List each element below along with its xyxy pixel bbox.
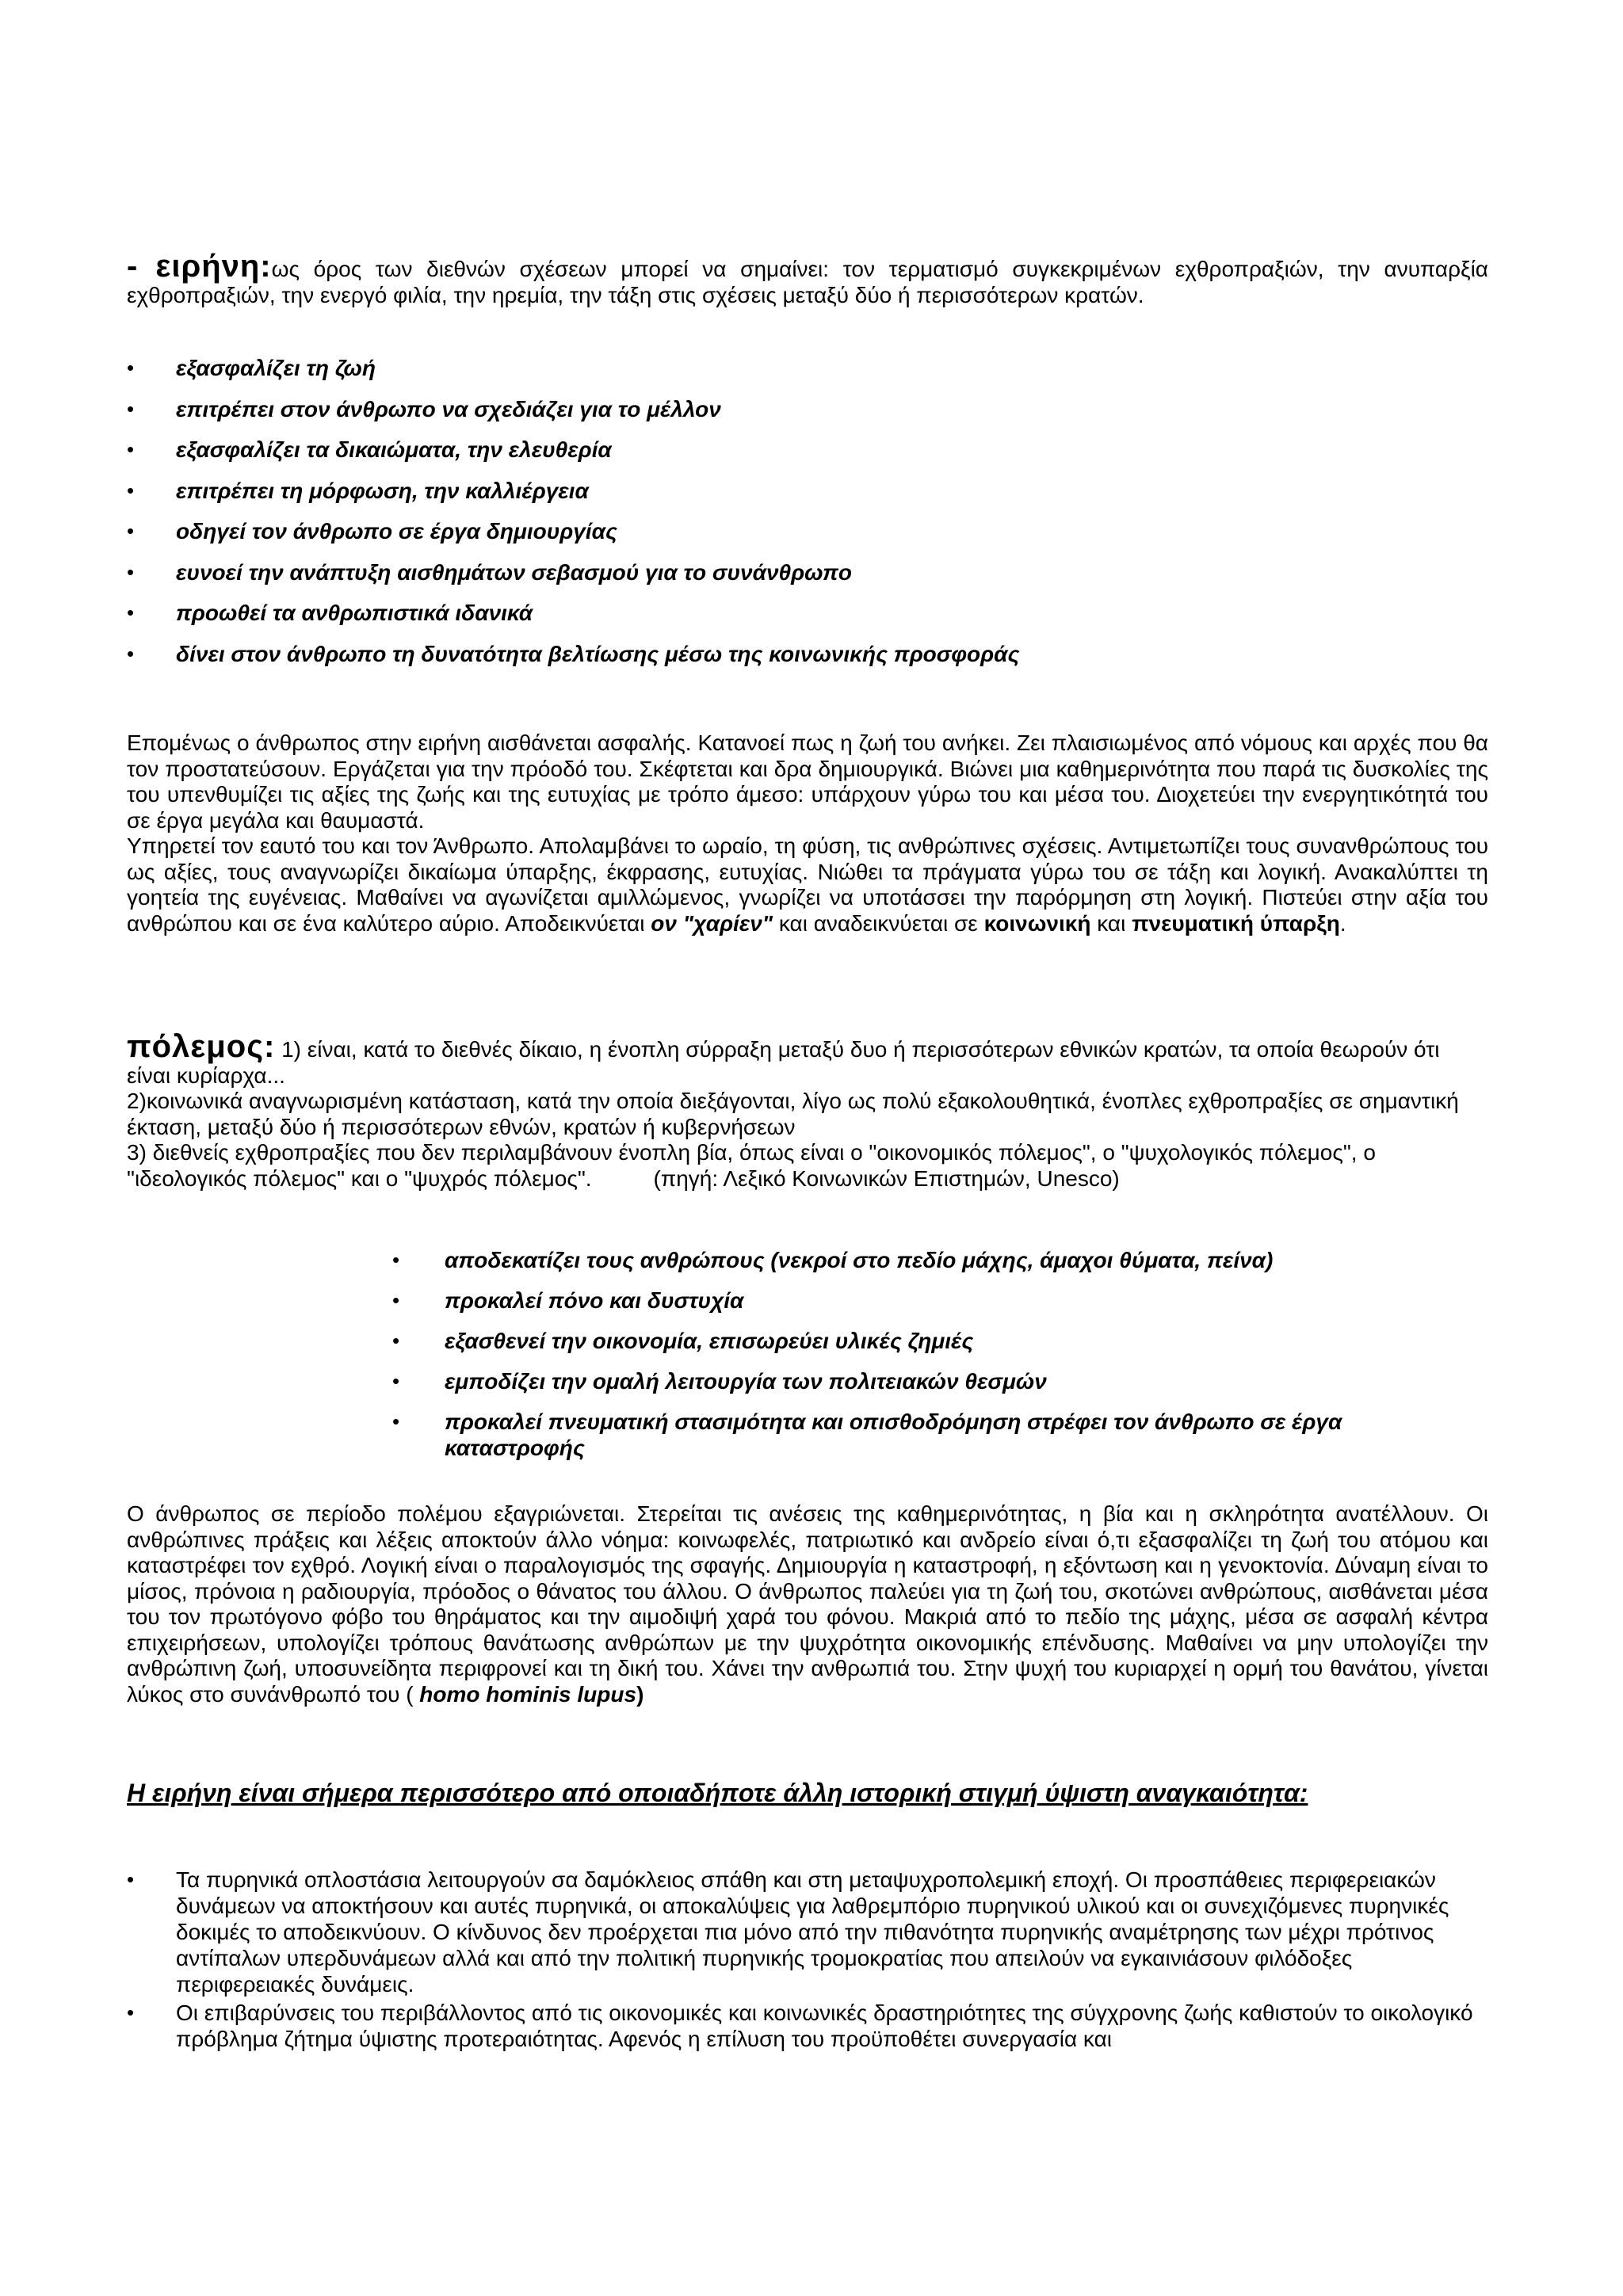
social-emphasis: κοινωνική [983,910,1091,936]
peace-paragraph-part1: Επομένως ο άνθρωπος στην ειρήνη αισθάνεται ασφαλής. Κατανοεί πως η ζωή του ανήκει. Ζει πλαισιωμένος από νόμους και αρχές που θα τον προστατεύσουν. Εργάζεται για την πρόοδό του. Σκέφτεται και δρα δημιουργικά. Βιώνει μια καθημερινότητα που παρά τις δυσκολίες της του υπενθυμίζει τις αξίες της ζωής και της ευτυχίας με τρόπο άμεσο: υπάρχουν γύρω του και μέσα του. Διοχετεύει την ενεργητικότητά του σε έργα μεγάλα και θαυμαστά. [127,730,1488,833]
war-definitions [127,1029,1488,1192]
war-def-2: 2)κοινωνικά αναγνωρισμένη κατάσταση, κατά την οποία διεξάγονται, λίγο ως πολύ εξακολουθητικά, ένοπλες εχθροπραξίες σε σημαντική έκταση, μεταξύ δύο ή περισσότερων εθνών, κρατών ή κυβερνήσεων [127,1089,1459,1139]
list-item: • εξασφαλίζει τα δικαιώματα, την ελευθερία [127,437,612,462]
spiritual-emphasis: πνευματική ύπαρξη [1132,910,1340,936]
bullet-icon: • [127,356,135,379]
peace-term: - ειρήνη: [127,249,272,284]
peace-paragraph [127,730,1488,936]
bullet-icon: • [127,601,135,624]
bullet-icon: • [127,519,135,543]
list-item: • προκαλεί πνευματική στασιμότητα και οπισθοδρόμηση στρέφει τον άνθρωπο σε έργα καταστροφής [392,1409,1342,1460]
necessity-heading: Η ειρήνη είναι σήμερα περισσότερο από οποιαδήποτε άλλη ιστορική στιγμή ύψιστη αναγκαιότητα: [127,1779,1308,1807]
war-def-1: πόλεμος: 1) είναι, κατά το διεθνές δίκαιο, η ένοπλη σύρραξη μεταξύ δυο ή περισσότερων εθνικών κρατών, τα οποία θεωρούν ότι είναι κυρίαρχα... [127,1029,1440,1088]
bullet-icon: • [392,1288,400,1312]
bullet-icon: • [127,559,135,584]
list-item: • προκαλεί πόνο και δυστυχία [392,1288,744,1313]
bullet-icon: • [127,2000,135,2024]
list-item: • εξασθενεί την οικονομία, επισωρεύει υλικές ζημιές [392,1329,974,1353]
list-item: • προωθεί τα ανθρωπιστικά ιδανικά [127,601,533,625]
list-item: • ευνοεί την ανάπτυξη αισθημάτων σεβασμού για το συνάνθρωπο [127,559,853,585]
list-item: • εμποδίζει την ομαλή λειτουργία των πολιτειακών θεσμών [392,1369,1047,1394]
necessity-list [127,1867,1488,2052]
bullet-icon: • [127,641,135,666]
peace-definition [127,249,1488,308]
war-def-3: 3) διεθνείς εχθροπραξίες που δεν περιλαμβάνουν ένοπλη βία, όπως είναι ο "οικονομικός πόλεμος", ο "ψυχολογικός πόλεμος", ο "ιδεολογικός πόλεμος" και ο "ψυχρός πόλεμος". (πηγή: Λεξικό Κοινωνικών Επιστημών, Unesco) [127,1140,1376,1191]
list-item: • οδηγεί τον άνθρωπο σε έργα δημιουργίας [127,519,617,543]
list-item: • δίνει στον άνθρωπο τη δυνατότητα βελτίωσης μέσω της κοινωνικής προσφοράς [127,641,1020,666]
bullet-icon: • [127,1867,135,1891]
list-item: • επιτρέπει στον άνθρωπο να σχεδιάζει για το μέλλον [127,396,721,421]
bullet-icon: • [392,1409,400,1433]
peace-paragraph-part2: Υπηρετεί τον εαυτό του και τον Άνθρωπο. Απολαμβάνει το ωραίο, τη φύση, τις ανθρώπινες σχέσεις. Αντιμετωπίζει τους συνανθρώπους του ως αξίες, τους αναγνωρίζει δικαίωμα ύπαρξης, έκφρασης, ευτυχίας. Νιώθει τα πράγματα γύρω του σε τάξη και λογική. Ανακαλύπτει τη γοητεία της ευγένειας. Μαθαίνει να αγωνίζεται αμιλλώμενος, γνωρίζει να υποτάσσει την παρόρμηση στη λογική. Πιστεύει στην αξία του ανθρώπου και σε ένα καλύτερο αύριο. Αποδεικνύεται ον "χαρίεν" και αναδεικνύεται σε κοινωνική και πνευματική ύπαρξη. [127,833,1488,936]
war-source: (πηγή: Λεξικό Κοινωνικών Επιστημών, Unesco) [653,1165,1120,1191]
charien-emphasis: ον "χαρίεν" [651,910,773,936]
bullet-icon: • [392,1248,400,1272]
list-item: • επιτρέπει τη μόρφωση, την καλλιέργεια [127,478,589,503]
latin-phrase: homo hominis lupus [419,1681,637,1707]
bullet-icon: • [127,437,135,461]
war-term: πόλεμος: [127,1029,276,1064]
war-effects-list [392,1247,1502,1461]
peace-benefits-list [127,355,1474,681]
peace-definition-text: ως όρος των διεθνών σχέσεων μπορεί να σημαίνει: τον τερματισμό συγκεκριμένων εχθροπραξιών, την ανυπαρξία εχθροπραξιών, την ενεργό φιλία, την ηρεμία, την τάξη στις σχέσεις μεταξύ δύο ή περισσότερων κρατών. [127,257,1488,307]
bullet-icon: • [392,1369,400,1393]
bullet-icon: • [127,396,135,421]
bullet-icon: • [392,1329,400,1352]
list-item: • αποδεκατίζει τους ανθρώπους (νεκροί στο πεδίο μάχης, άμαχοι θύματα, πείνα) [392,1248,1274,1272]
list-item: • Τα πυρηνικά οπλοστάσια λειτουργούν σα δαμόκλειος σπάθη και στη μεταψυχροπολεμική εποχή. Οι προσπάθειες περιφερειακών δυνάμεων να αποκτήσουν και αυτές πυρηνικά, οι αποκαλύψεις για λαθρεμπόριο πυρηνικού υλικού και οι συνεχιζόμενες πυρηνικές δοκιμές το αποδεικνύουν. Ο κίνδυνος δεν προέρχεται πια μόνο από την πιθανότητα πυρηνικής αναμέτρησης των μέχρι πρότινος αντίπαλων υπερδυνάμεων αλλά και από την πολιτική πυρηνικής τρομοκρατίας που απειλούν να εγκαινιάσουν φιλόδοξες περιφερειακές δυνάμεις. [127,1867,1449,1997]
bullet-icon: • [127,478,135,502]
list-item: • Οι επιβαρύνσεις του περιβάλλοντος από τις οικονομικές και κοινωνικές δραστηριότητες της σύγχρονης ζωής καθιστούν το οικολογικό πρόβλημα ζήτημα ύψιστης προτεραιότητας. Αφενός η επίλυση του προϋποθέτει συνεργασία και [127,2000,1473,2051]
war-paragraph: Ο άνθρωπος σε περίοδο πολέμου εξαγριώνεται. Στερείται τις ανέσεις της καθημερινότητας, η βία και η σκληρότητα ανατέλλουν. Οι ανθρώπινες πράξεις και λέξεις αποκτούν άλλο νόημα: κοινωφελές, πατριωτικό και ανδρείο είναι ό,τι εξασφαλίζει τη ζωή του ατόμου και καταστρέφει τον εχθρό. Λογική είναι ο παραλογισμός της σφαγής. Δημιουργία η καταστροφή, η εξόντωση και η γενοκτονία. Δύναμη είναι το μίσος, πρόνοια η ραδιουργία, πρόοδος ο θάνατος του άλλου. Ο άνθρωπος παλεύει για τη ζωή του, σκοτώνει ανθρώπους, αισθάνεται μέσα του τον πρωτόγονο φόβο του θηράματος και την αιμοδιψή χαρά του φόνου. Μακριά από το πεδίο της μάχης, μέσα σε ασφαλή κέντρα επιχειρήσεων, υπολογίζει τρόπους θανάτωσης ανθρώπων με την ψυχρότητα οικονομικής επένδυσης. Μαθαίνει να μην υπολογίζει την ανθρώπινη ζωή, υποσυνείδητα περιφρονεί και τη δική του. Χάνει την ανθρωπιά του. Στην ψυχή του κυριαρχεί η ορμή του θανάτου, γίνεται λύκος στο συνάνθρωπό του ( homo hominis lupus) [127,1501,1488,1707]
list-item: • εξασφαλίζει τη ζωή [127,356,376,380]
